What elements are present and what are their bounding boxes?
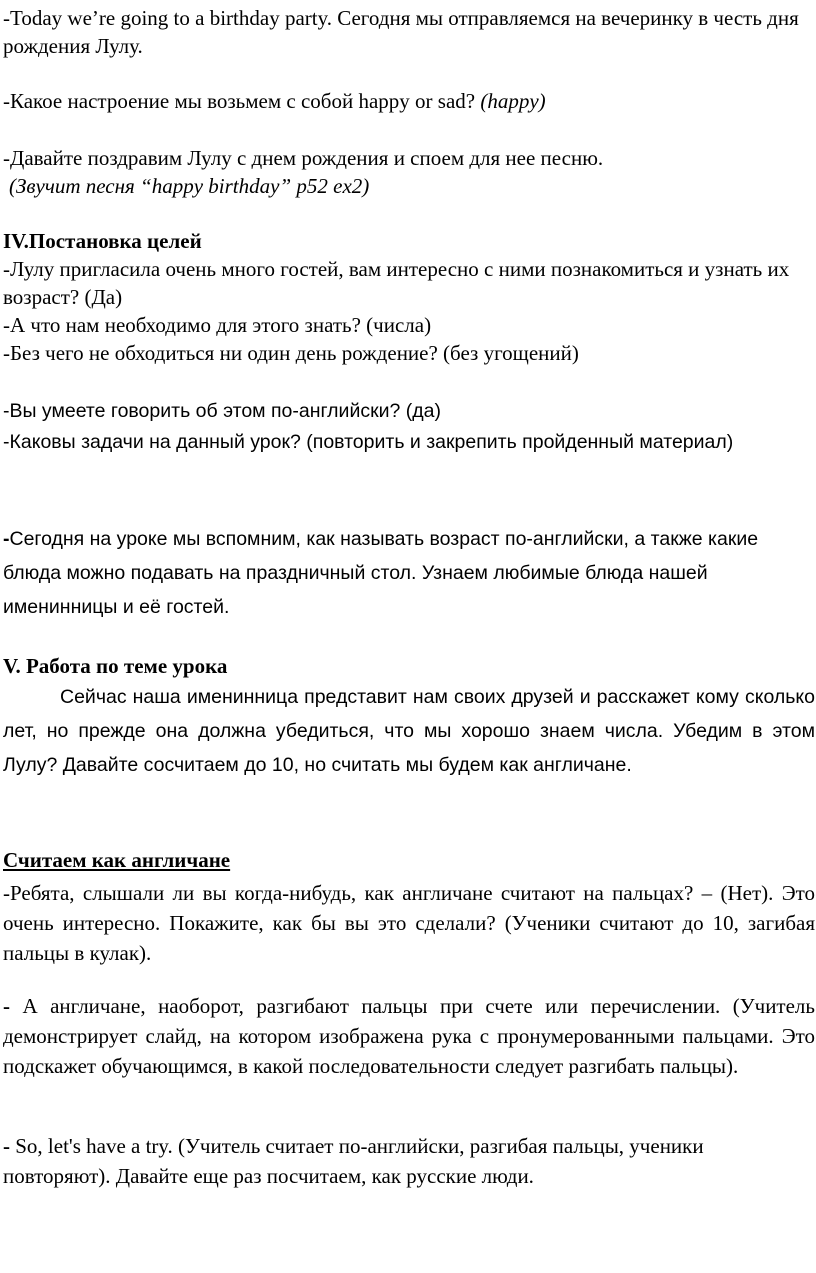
guests-paragraph: -Лулу пригласила очень много гостей, вам интересно с ними познакомиться и узнать их возраст? (Да): [3, 257, 790, 309]
english-paragraph: -Вы умеете говорить об этом по-английски? (да): [3, 400, 441, 422]
section-4-heading: IV.Постановка целей: [3, 229, 202, 253]
friends-paragraph: Сейчас наша именинница представит нам своих друзей и расскажет кому сколько лет, но прежде она должна убедиться, что мы хорошо знаем числа. Убедим в этом Лулу? Давайте сосчитаем до 10, но считать мы будем как англичане.: [3, 686, 815, 776]
try-text: So, let's have a try. (Учитель считает по-английски, разгибая пальцы, ученики повторяют). Давайте еще раз посчитаем, как русские люди.: [3, 1134, 704, 1188]
mood-answer-text: (happy): [480, 89, 546, 113]
try-dash: -: [3, 1134, 10, 1158]
try-paragraph: [3, 1131, 815, 1191]
intro-paragraph: -Today we’re going to a birthday party. Сегодня мы отправляемся на вечеринку в честь дня рождения Лулу.: [3, 6, 799, 58]
section-5-heading: V. Работа по теме урока: [3, 654, 228, 678]
unbend-dash: -: [3, 994, 10, 1018]
unbend-paragraph: [3, 991, 815, 1081]
greet-paragraph: -Давайте поздравим Лулу с днем рождения и споем для нее песню.: [3, 146, 604, 170]
today-paragraph: [3, 522, 815, 624]
treats-paragraph: -Без чего не обходиться ни один день рождение? (без угощений): [3, 341, 579, 365]
tasks-paragraph: -Каковы задачи на данный урок? (повторить и закрепить пройденный материал): [3, 431, 734, 453]
mood-question-paragraph: [3, 87, 815, 115]
mood-question-text: -Какое настроение мы возьмем с собой happy or sad?: [3, 89, 481, 113]
song-note: (Звучит песня “happy birthday” p52 ex2): [9, 174, 370, 198]
counting-heading: Считаем как англичане: [3, 848, 231, 872]
fingers-paragraph: -Ребята, слышали ли вы когда-нибудь, как англичане считают на пальцах? – (Нет). Это очень интересно. Покажите, как бы вы это сделали? (Ученики считают до 10, загибая пальцы в кулак).: [3, 881, 815, 965]
today-dash: -: [3, 528, 10, 550]
unbend-text: А англичане, наоборот, разгибают пальцы при счете или перечислении. (Учитель демонстрирует слайд, на котором изображена рука с пронумерованными пальцами. Это подскажет обучающимся, в какой последовательности следует разгибать пальцы).: [3, 994, 815, 1078]
numbers-paragraph: -А что нам необходимо для этого знать? (числа): [3, 313, 432, 337]
today-text: Сегодня на уроке мы вспомним, как называть возраст по-английски, а также какие блюда можно подавать на праздничный стол. Узнаем любимые блюда нашей именинницы и её гостей.: [3, 528, 759, 618]
